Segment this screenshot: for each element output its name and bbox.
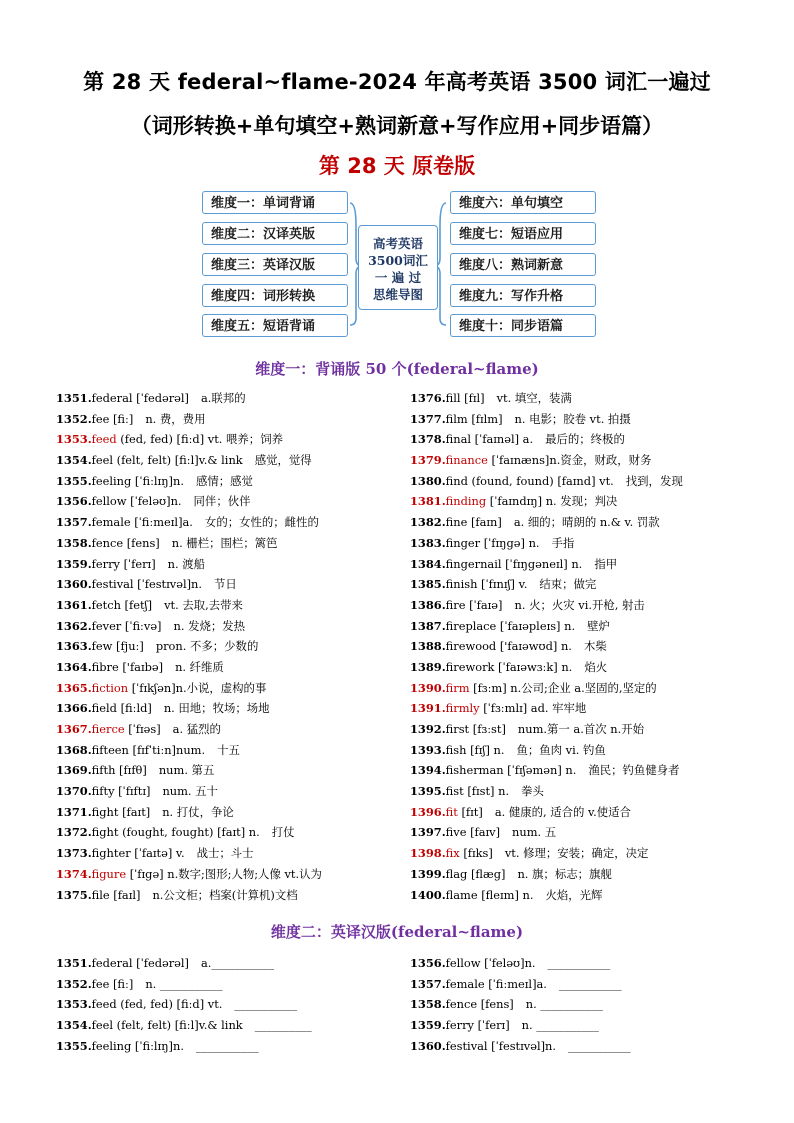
word-row (410, 802, 683, 823)
word-definition: num.第一 a.首次 n.开始 (517, 722, 644, 736)
word-row (410, 616, 683, 637)
word-definition: ___________ (547, 956, 611, 970)
word-row (410, 740, 683, 761)
word-entry: finish [ˈfɪnɪʃ] v. (445, 577, 528, 592)
word-number: 1353. (56, 432, 92, 447)
word-entry: fifty [ˈfɪftɪ] (91, 784, 151, 799)
center-line: 高考英语 (372, 236, 423, 251)
word-row (56, 678, 322, 699)
word-entry: firm (445, 680, 470, 695)
word-entry: film [fɪlm] (445, 411, 503, 426)
word-number: 1369. (56, 763, 92, 778)
word-entry: fellow [ˈfeləʊ]n. (91, 494, 182, 509)
word-row (410, 719, 683, 740)
word-entry: fibre ['faɪbə] (91, 659, 164, 674)
word-entry: fever [ˈfiːvə] (91, 618, 162, 633)
word-definition: n. ___________ (521, 1018, 599, 1033)
word-definition: 感情；感觉 (195, 473, 253, 488)
word-number: 1354. (56, 453, 92, 468)
page-subtitle: （词形转换+单句填空+熟词新意+写作应用+同步语篇） (130, 114, 664, 138)
word-detail: [ˈfaɪndɪŋ] n. 发现；判决 (486, 494, 618, 509)
word-entry: ferry [ˈferɪ] (445, 1018, 510, 1033)
word-number: 1356. (410, 956, 446, 970)
word-row (56, 864, 322, 885)
word-number: 1360. (56, 577, 92, 592)
word-number: 1361. (56, 597, 92, 612)
word-entry: fetch [fetʃ] (91, 597, 153, 612)
word-number: 1400. (410, 887, 446, 902)
word-number: 1372. (56, 825, 92, 840)
word-row (410, 409, 683, 430)
word-number: 1360. (410, 1038, 446, 1053)
word-row (410, 760, 683, 781)
word-number: 1359. (410, 1018, 446, 1033)
word-number: 1359. (56, 556, 92, 571)
word-number: 1381. (410, 494, 446, 509)
dimension-box: 维度九：写作升格 (450, 284, 596, 307)
word-definition: n. 电影；胶卷 vt. 拍摄 (514, 411, 631, 426)
quiz-list-right (410, 953, 631, 1056)
word-definition: a. 细的；晴朗的 n.& v. 罚款 (513, 515, 660, 530)
word-row (56, 740, 322, 761)
word-number: 1352. (56, 976, 92, 991)
center-line: 思维导图 (372, 287, 423, 302)
word-definition: n. 火；火灾 vi.开枪, 射击 (514, 597, 645, 612)
word-definition: 十五 (217, 742, 240, 757)
word-number: 1373. (56, 846, 92, 861)
center-line: 3500词汇 (368, 253, 428, 268)
word-entry: fine [faɪn] (445, 515, 502, 530)
word-definition: n. 田地；牧场；场地 (163, 701, 270, 716)
word-row (56, 698, 322, 719)
word-definition: n.公文柜；档案(计算机)文档 (152, 887, 298, 902)
word-entry: fellow [ˈfeləʊ]n. (445, 956, 536, 970)
word-list-right (410, 388, 683, 905)
word-row (410, 864, 683, 885)
word-definition: 结束；做完 (539, 577, 597, 592)
dimension-box: 维度一：单词背诵 (202, 191, 348, 214)
word-entry: fifteen [fɪfˈtiːn]num. (91, 742, 206, 757)
word-definition: num. 五十 (162, 784, 218, 799)
word-number: 1354. (56, 1018, 92, 1033)
word-definition: vt. 去取,去带来 (164, 597, 243, 612)
word-definition: ___________ (568, 1038, 631, 1053)
word-entry: flame [fleɪm] n. (445, 887, 534, 902)
word-row (410, 574, 683, 595)
word-number: 1364. (56, 659, 92, 674)
dimension-box: 维度七：短语应用 (450, 222, 596, 245)
word-row (410, 636, 683, 657)
word-number: 1351. (56, 391, 92, 405)
word-entry: ferry [ˈferɪ] (91, 556, 156, 571)
word-row (410, 388, 683, 409)
dimension-box: 维度四：词形转换 (202, 284, 348, 307)
word-row (56, 802, 322, 823)
word-definition: n. 纤维质 (175, 659, 224, 674)
word-entry: finance (445, 453, 488, 468)
word-entry: feel (felt, felt) [fiːl]v.& link (91, 1018, 243, 1033)
word-number: 1383. (410, 535, 446, 550)
dimension-box: 维度五：短语背诵 (202, 314, 348, 337)
word-number: 1394. (410, 763, 446, 778)
word-number: 1387. (410, 618, 446, 633)
word-row (56, 471, 322, 492)
word-number: 1395. (410, 784, 446, 799)
word-entry: fifth [fɪfθ] (91, 763, 147, 778)
quiz-row (56, 1015, 312, 1036)
word-row (410, 533, 683, 554)
word-number: 1378. (410, 432, 446, 447)
quiz-row (56, 1036, 312, 1057)
word-row (56, 719, 322, 740)
word-row (56, 554, 322, 575)
word-row (56, 616, 322, 637)
word-row (410, 450, 683, 471)
word-detail: [ˈfɪkʃən]n.小说，虚构的事 (128, 680, 267, 695)
word-entry: fee [fiː] (91, 411, 134, 426)
word-definition: n. 费，费用 (145, 411, 206, 426)
quiz-row (56, 974, 312, 995)
word-number: 1397. (410, 825, 446, 840)
word-definition: 节日 (214, 577, 237, 592)
word-entry: feel (felt, felt) [fiːl]v.& link (91, 453, 243, 468)
word-definition: 最后的；终极的 (545, 432, 625, 447)
word-definition: 女的；女性的；雌性的 (204, 515, 319, 530)
word-row (56, 760, 322, 781)
word-number: 1375. (56, 887, 92, 902)
word-number: 1390. (410, 680, 446, 695)
word-row (410, 512, 683, 533)
word-entry: field [fiːld] (91, 701, 152, 716)
word-entry: festival [ˈfestɪvəl]n. (91, 577, 203, 592)
word-row (56, 822, 322, 843)
word-entry: fisherman [ˈfɪʃəmən] n. (445, 763, 577, 778)
word-entry: feed (fed, fed) [fiːd] vt. (91, 997, 223, 1012)
word-definition: a.___________ (201, 956, 275, 970)
word-definition: __________ (254, 1018, 312, 1033)
word-entry: fire [ˈfaɪə] (445, 597, 503, 612)
word-list-left (56, 388, 322, 905)
page-title: 第 28 天 federal~flame-2024 年高考英语 3500 词汇一遍过 (83, 70, 711, 94)
word-definition: 打仗 (271, 825, 295, 840)
word-entry: finding (445, 494, 487, 509)
word-row (56, 843, 322, 864)
word-definition: 壁炉 (587, 618, 610, 633)
word-row (410, 885, 683, 906)
word-number: 1367. (56, 722, 92, 736)
word-detail: [ˈfɪəs] (124, 722, 161, 736)
word-entry: female [ˈfiːmeɪl]a. (91, 515, 193, 530)
word-definition: vt. 修理；安装；确定，决定 (504, 846, 649, 861)
word-definition: n. 栅栏；围栏；篱笆 (171, 535, 278, 550)
word-entry: federal [ˈfedərəl] (91, 956, 189, 970)
word-definition: 手指 (551, 535, 575, 550)
word-entry: fix (445, 846, 460, 861)
version-title: 第 28 天 原卷版 (318, 154, 476, 178)
word-entry: fence [fens] (445, 997, 514, 1012)
word-number: 1377. (410, 411, 446, 426)
word-definition: n. 旗；标志；旗舰 (517, 866, 612, 881)
section-title: 维度二：英译汉版(federal~flame) (270, 923, 524, 941)
word-row (56, 533, 322, 554)
word-number: 1357. (56, 515, 92, 530)
word-number: 1368. (56, 742, 92, 757)
quiz-row (410, 1015, 631, 1036)
word-number: 1385. (410, 577, 446, 592)
word-entry: fee [fiː] (91, 976, 134, 991)
word-entry: fiction (91, 680, 129, 695)
word-definition: ___________ (558, 976, 622, 991)
word-entry: finger [ˈfɪŋgə] n. (445, 535, 540, 550)
word-entry: fingernail [ˈfɪŋgəneɪl] n. (445, 556, 583, 571)
word-definition: 渔民；钓鱼健身者 (588, 763, 680, 778)
word-number: 1376. (410, 391, 446, 405)
word-number: 1363. (56, 639, 92, 654)
word-row (410, 657, 683, 678)
quiz-row (410, 974, 631, 995)
word-entry: feed (91, 432, 117, 447)
word-number: 1382. (410, 515, 446, 530)
word-entry: firewood ['faɪəwʊd] n. (445, 639, 572, 654)
word-number: 1353. (56, 997, 92, 1012)
word-entry: firmly (445, 701, 480, 716)
word-entry: final [ˈfaɪnəl] a. (445, 432, 534, 447)
word-entry: few [fjuː] (91, 639, 144, 654)
word-entry: female [ˈfiːmeɪl]a. (445, 976, 547, 991)
dimension-box: 维度十：同步语篇 (450, 314, 596, 337)
word-definition: 找到，发现 (625, 473, 683, 488)
dimension-box: 维度二：汉译英版 (202, 222, 348, 245)
word-entry: federal [ˈfedərəl] (91, 391, 189, 405)
word-row (56, 450, 322, 471)
word-definition: a. 健康的, 适合的 v.使适合 (494, 804, 631, 819)
word-entry: fish [fɪʃ] n. (445, 742, 505, 757)
word-row (410, 698, 683, 719)
word-entry: feeling [ˈfiːlɪŋ]n. (91, 1038, 184, 1053)
word-entry: fence [fens] (91, 535, 160, 550)
word-definition: a.联邦的 (201, 391, 246, 405)
word-number: 1355. (56, 473, 92, 488)
word-row (410, 554, 683, 575)
word-entry: fight [faɪt] (91, 804, 151, 819)
word-row (56, 388, 322, 409)
word-number: 1391. (410, 701, 446, 716)
word-definition: 焰火 (584, 659, 608, 674)
word-number: 1379. (410, 453, 446, 468)
word-entry: fill [fɪl] (445, 391, 485, 405)
word-entry: five [faɪv] (445, 825, 501, 840)
word-entry: figure (91, 866, 127, 881)
word-definition: n. 渡船 (167, 556, 205, 571)
word-number: 1358. (56, 535, 92, 550)
word-definition: n. ___________ (525, 997, 603, 1012)
quiz-row (56, 994, 312, 1015)
word-row (56, 595, 322, 616)
quiz-list-left (56, 953, 312, 1056)
quiz-row (410, 953, 631, 974)
word-definition: 拳头 (521, 784, 544, 799)
word-row (56, 657, 322, 678)
word-row (410, 491, 683, 512)
word-row (410, 429, 683, 450)
word-entry: first [fɜːst] (445, 722, 506, 736)
word-number: 1380. (410, 473, 446, 488)
word-detail: (fed, fed) [fiːd] vt. 喂养；饲养 (116, 432, 283, 447)
word-definition: 感觉，觉得 (254, 453, 312, 468)
word-entry: festival [ˈfestɪvəl]n. (445, 1038, 557, 1053)
word-number: 1357. (410, 976, 446, 991)
word-row (410, 822, 683, 843)
quiz-row (56, 953, 312, 974)
word-entry: fight (fought, fought) [faɪt] n. (91, 825, 260, 840)
word-number: 1398. (410, 846, 446, 861)
mindmap-center (358, 225, 438, 310)
quiz-row (410, 1036, 631, 1057)
word-row (56, 885, 322, 906)
word-entry: fireplace [ˈfaɪəpleɪs] n. (445, 618, 576, 633)
word-number: 1386. (410, 597, 446, 612)
word-definition: n. 发烧；发热 (173, 618, 246, 633)
word-definition: 指甲 (594, 556, 618, 571)
word-row (56, 781, 322, 802)
word-entry: firework [ˈfaɪəwɜːk] n. (445, 659, 573, 674)
word-number: 1365. (56, 680, 92, 695)
word-entry: flag [flæg] (445, 866, 506, 881)
word-detail: [fɜːm] n.公司;企业 a.坚固的,坚定的 (469, 680, 657, 695)
word-row (410, 678, 683, 699)
word-row (410, 843, 683, 864)
word-number: 1396. (410, 804, 446, 819)
word-detail: [ˈfaɪnæns]n.资金，财政，财务 (487, 453, 652, 468)
word-row (56, 574, 322, 595)
word-row (56, 491, 322, 512)
word-definition: ___________ (234, 997, 298, 1012)
word-definition: pron. 不多；少数的 (155, 639, 259, 654)
word-entry: find (found, found) [faɪnd] vt. (445, 473, 614, 488)
word-entry: file [faɪl] (91, 887, 141, 902)
word-entry: fighter [ˈfaɪtə] v. (91, 846, 185, 861)
word-definition: ___________ (195, 1038, 259, 1053)
center-line: 一 遍 过 (374, 270, 422, 285)
word-number: 1370. (56, 784, 92, 799)
word-row (410, 595, 683, 616)
word-definition: num. 第五 (158, 763, 215, 778)
word-definition: n. ___________ (145, 976, 223, 991)
word-number: 1352. (56, 411, 92, 426)
word-number: 1388. (410, 639, 446, 654)
word-definition: 鱼；鱼肉 vi. 钓鱼 (516, 742, 606, 757)
word-number: 1389. (410, 659, 446, 674)
word-detail: [fɪks] (459, 846, 493, 861)
word-definition: 同伴；伙伴 (193, 494, 251, 509)
word-number: 1351. (56, 956, 92, 970)
word-number: 1362. (56, 618, 92, 633)
word-definition: 木柴 (583, 639, 607, 654)
word-number: 1356. (56, 494, 92, 509)
word-number: 1371. (56, 804, 92, 819)
word-number: 1392. (410, 722, 446, 736)
word-number: 1366. (56, 701, 92, 716)
word-detail: [ˈfɪgə] n.数字;图形;人物;人像 vt.认为 (126, 866, 322, 881)
word-row (56, 409, 322, 430)
word-number: 1358. (410, 997, 446, 1012)
word-entry: fist [fɪst] n. (445, 784, 510, 799)
word-definition: 战士；斗士 (196, 846, 254, 861)
dimension-box: 维度六：单句填空 (450, 191, 596, 214)
dimension-box: 维度三：英译汉版 (202, 253, 348, 276)
dimension-box: 维度八：熟词新意 (450, 253, 596, 276)
word-definition: num. 五 (512, 825, 557, 840)
word-row (410, 781, 683, 802)
word-row (410, 471, 683, 492)
word-entry: feeling [ˈfiːlɪŋ]n. (91, 473, 184, 488)
word-entry: fierce (91, 722, 125, 736)
word-number: 1393. (410, 742, 446, 757)
word-row (56, 512, 322, 533)
word-number: 1384. (410, 556, 446, 571)
word-detail: [ˈfɜːmlɪ] ad. 牢牢地 (479, 701, 587, 716)
word-number: 1355. (56, 1038, 92, 1053)
word-row (56, 636, 322, 657)
word-detail: [fɪt] (457, 804, 483, 819)
word-definition: 火焰，光辉 (545, 887, 603, 902)
word-definition: vt. 填空，装满 (496, 391, 572, 405)
word-number: 1374. (56, 866, 92, 881)
word-entry: fit (445, 804, 458, 819)
word-row (56, 429, 322, 450)
word-definition: n. 打仗，争论 (162, 804, 234, 819)
word-definition: a. 猛烈的 (172, 722, 221, 736)
word-number: 1399. (410, 866, 446, 881)
quiz-row (410, 994, 631, 1015)
section-title: 维度一：背诵版 50 个(federal~flame) (255, 360, 539, 378)
